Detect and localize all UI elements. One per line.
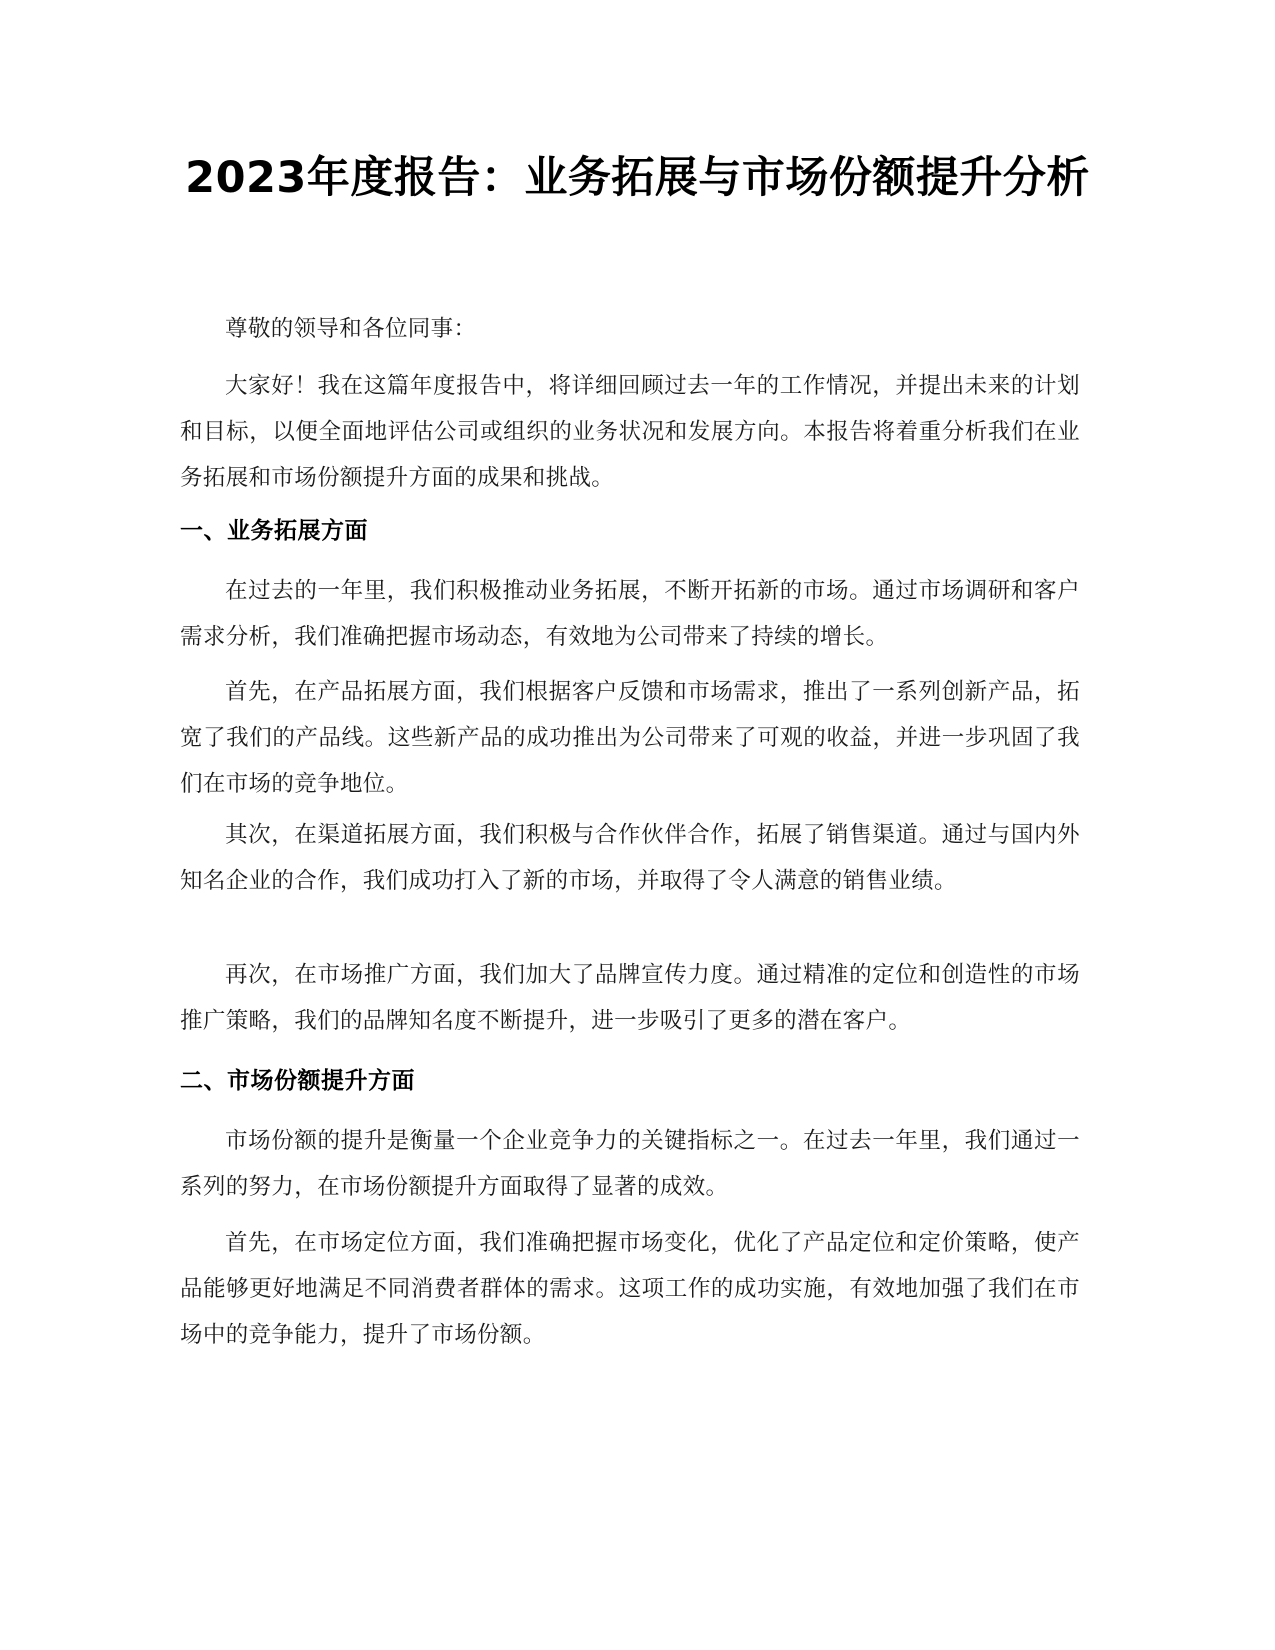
marketing-paragraph: 再次，在市场推广方面，我们加大了品牌宣传力度。通过精准的定位和创造性的市场推广策略，我们的品牌知名度不断提升，进一步吸引了更多的潜在客户。 xyxy=(180,962,1080,1034)
document-title: 2023年度报告：业务拓展与市场份额提升分析 xyxy=(185,153,1090,203)
product-expansion-paragraph: 首先，在产品拓展方面，我们根据客户反馈和市场需求，推出了一系列创新产品，拓宽了我们的产品线。这些新产品的成功推出为公司带来了可观的收益，并进一步巩固了我们在市场的竞争地位。 xyxy=(180,679,1080,797)
section-heading-business-expansion: 一、业务拓展方面 xyxy=(180,518,368,544)
intro-paragraph: 大家好！我在这篇年度报告中，将详细回顾过去一年的工作情况，并提出未来的计划和目标，以便全面地评估公司或组织的业务状况和发展方向。本报告将着重分析我们在业务拓展和市场份额提升方面的成果和挑战。 xyxy=(180,373,1080,491)
channel-expansion-paragraph: 其次，在渠道拓展方面，我们积极与合作伙伴合作，拓展了销售渠道。通过与国内外知名企业的合作，我们成功打入了新的市场，并取得了令人满意的销售业绩。 xyxy=(180,822,1080,894)
market-share-intro-paragraph: 市场份额的提升是衡量一个企业竞争力的关键指标之一。在过去一年里，我们通过一系列的努力，在市场份额提升方面取得了显著的成效。 xyxy=(180,1128,1080,1200)
section-heading-market-share: 二、市场份额提升方面 xyxy=(180,1068,415,1094)
market-positioning-paragraph: 首先，在市场定位方面，我们准确把握市场变化，优化了产品定位和定价策略，使产品能够更好地满足不同消费者群体的需求。这项工作的成功实施，有效地加强了我们在市场中的竞争能力，提升了市场份额。 xyxy=(180,1230,1080,1348)
document-page xyxy=(180,0,1095,1650)
greeting-paragraph: 尊敬的领导和各位同事： xyxy=(225,316,477,342)
business-expansion-paragraph: 在过去的一年里，我们积极推动业务拓展，不断开拓新的市场。通过市场调研和客户需求分析，我们准确把握市场动态，有效地为公司带来了持续的增长。 xyxy=(180,578,1080,650)
